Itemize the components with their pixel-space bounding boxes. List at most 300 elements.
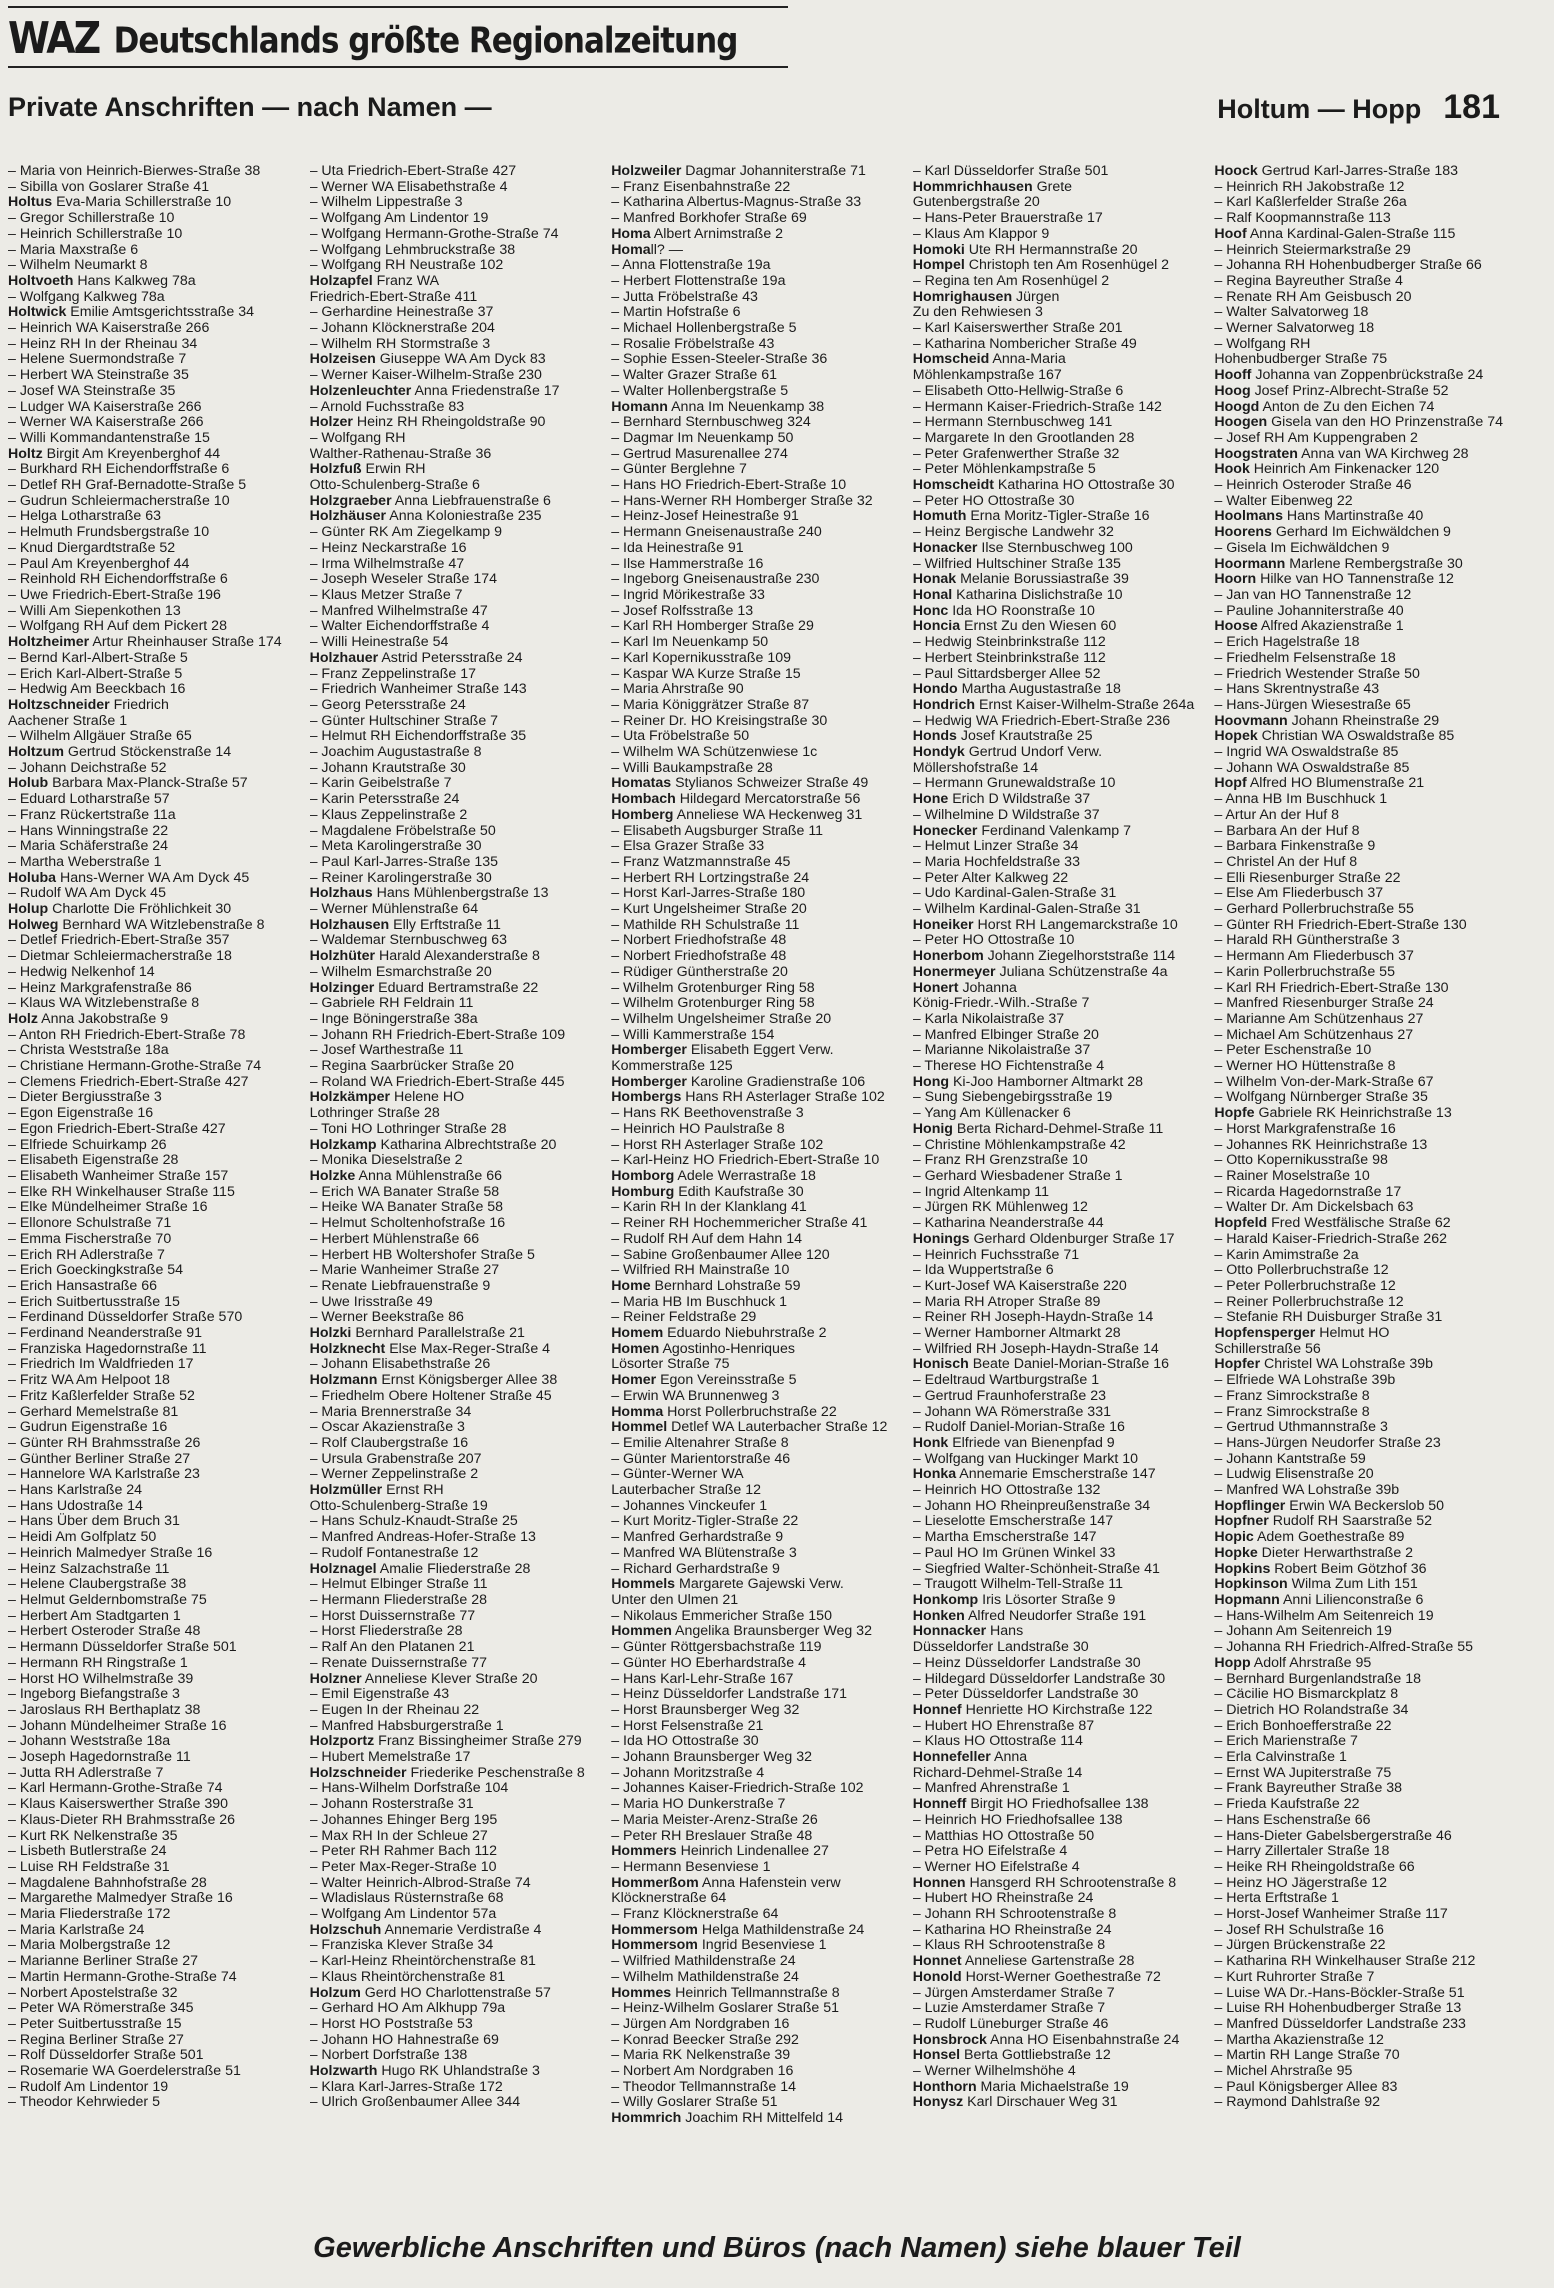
surname: Holzmann — [309, 1372, 378, 1389]
listing-entry — [310, 996, 604, 1012]
entry-text: – Helene Claubergstraße 38 — [8, 1576, 187, 1593]
listing-entry — [913, 1530, 1207, 1546]
listing-entry — [913, 588, 1207, 604]
entry-text: – Manfred WA Lohstraße 39b — [1214, 1482, 1400, 1499]
entry-text: – Ida HO Ottostraße 30 — [611, 1733, 759, 1750]
entry-text: – Sibilla von Goslarer Straße 41 — [8, 178, 210, 195]
entry-text: – Karin RH In der Klanklang 41 — [611, 1199, 807, 1216]
entry-text: – Gertrud Uthmannstraße 3 — [1214, 1419, 1388, 1436]
listing-entry — [8, 1248, 302, 1264]
listing-entry — [913, 321, 1207, 337]
entry-text: – Horst-Josef Wanheimer Straße 117 — [1214, 1906, 1448, 1923]
entry-text: – Günter HO Eberhardstraße 4 — [611, 1654, 806, 1671]
entry-text: Johann Rheinstraße 29 — [1287, 712, 1440, 729]
listing-entry — [8, 855, 302, 871]
entry-text: – Erich Karl-Albert-Straße 5 — [8, 665, 183, 682]
listing-entry — [310, 1986, 604, 2002]
listing-entry — [8, 1530, 302, 1546]
listing-entry — [310, 1860, 604, 1876]
listing-entry — [1214, 195, 1508, 211]
listing-entry — [1214, 619, 1508, 635]
listing-entry — [611, 1829, 905, 1845]
listing-entry — [310, 886, 604, 902]
listing-column — [310, 164, 604, 2154]
surname: Honysz — [912, 2094, 964, 2111]
entry-text: – Clemens Friedrich-Ebert-Straße 427 — [8, 1073, 249, 1090]
listing-entry — [1214, 1656, 1508, 1672]
listing-entry — [8, 305, 302, 321]
surname: Hoormann — [1214, 555, 1286, 572]
listing-entry — [611, 1405, 905, 1421]
listing-entry — [310, 1452, 604, 1468]
listing-entry — [611, 1028, 905, 1044]
surname: Hommersom — [611, 1937, 698, 1954]
listing-entry — [8, 1012, 302, 1028]
listing-entry — [913, 1216, 1207, 1232]
entry-text: – Walter Eibenweg 22 — [1214, 492, 1353, 509]
listing-entry — [611, 1452, 905, 1468]
entry-text: – Heinrich Malmedyer Straße 16 — [8, 1544, 213, 1561]
entry-text: – Horst Markgrafenstraße 16 — [1214, 1120, 1396, 1137]
entry-text: – Egon Friedrich-Ebert-Straße 427 — [8, 1120, 226, 1137]
surname: Holzapfel — [309, 272, 373, 289]
listing-entry — [611, 1499, 905, 1515]
listing-entry — [310, 164, 604, 180]
listing-entry — [1214, 1562, 1508, 1578]
listing-entry — [913, 1138, 1207, 1154]
entry-text: – Fritz Kaßlerfelder Straße 52 — [8, 1387, 195, 1404]
listing-entry — [8, 1687, 302, 1703]
listing-entry — [8, 1986, 302, 2002]
listing-entry — [913, 494, 1207, 510]
entry-text: – Rudolf Am Lindentor 19 — [8, 2078, 169, 2095]
listing-entry — [8, 2033, 302, 2049]
surname: Honings — [912, 1230, 970, 1247]
entry-text: – Paul Sittardsberger Allee 52 — [912, 665, 1101, 682]
entry-text: – Manfred Wilhelmstraße 47 — [309, 602, 488, 619]
entry-text: – Ingeborg Biefangstraße 3 — [8, 1686, 180, 1703]
entry-text: Josef Krautstraße 25 — [956, 728, 1093, 745]
entry-text: – Katharina RH Winkelhauser Straße 212 — [1214, 1953, 1476, 1970]
entry-text: – Martha Weberstraße 1 — [8, 853, 162, 870]
entry-text: – Karla Nikolaistraße 37 — [912, 1010, 1065, 1027]
entry-text: Erwin WA Beckerslob 50 — [1285, 1497, 1445, 1514]
listing-entry — [310, 431, 604, 447]
listing-entry — [310, 1090, 604, 1106]
listing-entry — [913, 243, 1207, 259]
listing-entry — [310, 1970, 604, 1986]
listing-entry — [310, 1923, 604, 1939]
listing-entry — [1214, 1923, 1508, 1939]
listing-entry — [310, 635, 604, 651]
entry-text: Richard-Dehmel-Straße 14 — [912, 1764, 1083, 1781]
surname: Holzmüller — [309, 1482, 383, 1499]
listing-entry — [913, 1797, 1207, 1813]
entry-text: – Maria HB Im Buschhuck 1 — [611, 1293, 788, 1310]
entry-text: – Johann HO Rheinpreußenstraße 34 — [912, 1497, 1151, 1514]
surname: Holtzum — [8, 744, 64, 761]
listing-entry — [913, 1452, 1207, 1468]
listing-entry — [913, 1514, 1207, 1530]
entry-text: – Klaus RH Schrootenstraße 8 — [912, 1937, 1106, 1954]
listing-entry — [611, 886, 905, 902]
listing-entry — [8, 494, 302, 510]
entry-text: Henriette HO Kirchstraße 122 — [961, 1701, 1153, 1718]
entry-text: – Johanna RH Friedrich-Alfred-Straße 55 — [1214, 1639, 1474, 1656]
listing-entry — [913, 1153, 1207, 1169]
listing-entry — [310, 1342, 604, 1358]
listing-entry — [611, 1562, 905, 1578]
listing-entry — [310, 1059, 604, 1075]
surname: Homberger — [611, 1042, 687, 1059]
listing-entry — [310, 290, 604, 306]
listing-entry — [310, 541, 604, 557]
entry-text: Ernst RH — [382, 1482, 444, 1499]
surname: Hoolmans — [1214, 508, 1283, 525]
listing-entry — [1214, 1703, 1508, 1719]
entry-text: – Kaspar WA Kurze Straße 15 — [611, 665, 801, 682]
surname: Honacker — [912, 539, 978, 556]
entry-text: – Walter Heinrich-Albrod-Straße 74 — [309, 1874, 531, 1891]
listing-entry — [310, 368, 604, 384]
entry-text: Anna Hafenstein verw — [698, 1874, 841, 1891]
listing-entry — [8, 1326, 302, 1342]
listing-entry — [1214, 384, 1508, 400]
entry-text: – Günter RK Am Ziegelkamp 9 — [309, 524, 502, 541]
listing-entry — [611, 667, 905, 683]
entry-text: – Dagmar Im Neuenkamp 50 — [611, 429, 794, 446]
listing-entry — [1214, 1232, 1508, 1248]
entry-text: – Hubert Memelstraße 17 — [309, 1749, 471, 1766]
listing-entry — [913, 1860, 1207, 1876]
listing-entry — [1214, 1420, 1508, 1436]
entry-text: Barbara Max-Planck-Straße 57 — [48, 775, 248, 792]
entry-text: – Uta Fröbelstraße 50 — [611, 728, 750, 745]
entry-text: – Anna Flottenstraße 19a — [611, 257, 771, 274]
entry-text: – Wilfried Hultschiner Straße 135 — [912, 555, 1121, 572]
listing-entry — [913, 431, 1207, 447]
listing-entry — [913, 1342, 1207, 1358]
listing-entry — [8, 541, 302, 557]
listing-entry — [611, 2017, 905, 2033]
listing-entry — [913, 1656, 1207, 1672]
entry-text: – Udo Kardinal-Galen-Straße 31 — [912, 885, 1117, 902]
surname: Homuth — [912, 508, 967, 525]
entry-text: – Heike RH Rheingoldstraße 66 — [1214, 1858, 1415, 1875]
entry-text: Edith Kaufstraße 30 — [674, 1183, 804, 1200]
entry-text: Ernst Königsberger Allee 38 — [377, 1372, 558, 1389]
entry-text: – Wolfgang RH — [309, 429, 406, 446]
entry-text: – Elfriede WA Lohstraße 39b — [1214, 1372, 1396, 1389]
surname: Honnacker — [912, 1623, 987, 1640]
listing-entry — [913, 1090, 1207, 1106]
surname: Hombach — [611, 791, 676, 808]
entry-text: – Michael Am Schützenhaus 27 — [1214, 1026, 1414, 1043]
entry-text: – Anton RH Friedrich-Ebert-Straße 78 — [8, 1026, 246, 1043]
entry-text: – Manfred Elbinger Straße 20 — [912, 1026, 1099, 1043]
surname: Hoogd — [1214, 398, 1260, 415]
entry-text: Ingrid Besenviese 1 — [697, 1937, 827, 1954]
listing-entry — [913, 855, 1207, 871]
entry-text: – Klaus Rheintörchenstraße 81 — [309, 1968, 506, 1985]
entry-text: – Jürgen Brückenstraße 22 — [1214, 1937, 1386, 1954]
entry-text: Gerd HO Charlottenstraße 57 — [360, 1984, 551, 2001]
listing-entry — [8, 1373, 302, 1389]
entry-text: – Wilhelm Mathildenstraße 24 — [611, 1968, 799, 1985]
listing-entry — [1214, 1938, 1508, 1954]
listing-entry — [611, 1624, 905, 1640]
listing-column — [8, 164, 302, 2154]
entry-text: – Elisabeth Otto-Hellwig-Straße 6 — [912, 382, 1124, 399]
entry-text: – Helmuth Frundsbergstraße 10 — [8, 524, 210, 541]
listing-entry — [611, 509, 905, 525]
listing-entry — [611, 1169, 905, 1185]
entry-text: – Helga Lotharstraße 63 — [8, 508, 162, 525]
entry-text: – Hans-Jürgen Neudorfer Straße 23 — [1214, 1434, 1441, 1451]
surname: Holtzheimer — [8, 634, 90, 651]
surname: Homma — [611, 1403, 664, 1420]
entry-text: – Petra HO Eifelstraße 4 — [912, 1843, 1068, 1860]
entry-text: – Walter Hollenbergstraße 5 — [611, 382, 789, 399]
surname: Homrighausen — [912, 288, 1013, 305]
listing-entry — [8, 1829, 302, 1845]
listing-entry — [310, 1248, 604, 1264]
listing-entry — [8, 651, 302, 667]
surname: Holtz — [8, 445, 43, 462]
entry-text: – Hermann Besenviese 1 — [611, 1858, 771, 1875]
entry-text: Lauterbacher Straße 12 — [611, 1482, 762, 1499]
listing-entry — [8, 1766, 302, 1782]
listing-entry — [8, 808, 302, 824]
listing-entry — [611, 1703, 905, 1719]
entry-text: Annemarie Emscherstraße 147 — [956, 1466, 1156, 1483]
listing-entry — [8, 180, 302, 196]
listing-entry — [8, 400, 302, 416]
entry-text: – Johann WA Römerstraße 331 — [912, 1403, 1111, 1420]
listing-entry — [310, 1640, 604, 1656]
entry-text: – Reiner RH Hochemmericher Straße 41 — [611, 1215, 868, 1232]
listing-entry — [913, 400, 1207, 416]
entry-text: – Josef WA Steinstraße 35 — [8, 382, 176, 399]
entry-text: – Heinrich WA Kaiserstraße 266 — [8, 320, 210, 337]
listing-entry — [913, 2080, 1207, 2096]
listing-entry — [913, 1876, 1207, 1892]
listing-entry — [8, 776, 302, 792]
listing-entry — [913, 1200, 1207, 1216]
entry-text: Elly Erftstraße 11 — [389, 916, 501, 933]
listing-entry — [310, 855, 604, 871]
listing-column — [611, 164, 905, 2154]
entry-text: Lothringer Straße 28 — [309, 1105, 440, 1122]
surname: Honnet — [912, 1953, 962, 1970]
listing-entry — [1214, 2048, 1508, 2064]
entry-text: – Waldemar Sternbuschweg 63 — [309, 932, 508, 949]
entry-text: Annemarie Verdistraße 4 — [381, 1921, 542, 1938]
listing-entry — [8, 1216, 302, 1232]
entry-text: – Emma Fischerstraße 70 — [8, 1230, 172, 1247]
name-range: Holtum — Hopp — [1217, 94, 1422, 124]
entry-text: – Sabine Großenbaumer Allee 120 — [611, 1246, 830, 1263]
entry-text: – Anna HB Im Buschhuck 1 — [1214, 791, 1388, 808]
entry-text: – Johannes RK Heinrichstraße 13 — [1214, 1136, 1428, 1153]
entry-text: – Dietrich HO Rolandstraße 34 — [1214, 1701, 1409, 1718]
surname: Honnef — [912, 1701, 962, 1718]
entry-text: – Reiner Pollerbruchstraße 12 — [1214, 1293, 1404, 1310]
entry-text: – Heinz Düsseldorfer Landstraße 30 — [912, 1654, 1141, 1671]
entry-text: Else Max-Reger-Straße 4 — [385, 1340, 551, 1357]
entry-text: – Uwe Friedrich-Ebert-Straße 196 — [8, 586, 221, 603]
surname: Holweg — [8, 916, 59, 933]
entry-text: – Roland WA Friedrich-Ebert-Straße 445 — [309, 1073, 565, 1090]
listing-entry — [913, 1499, 1207, 1515]
entry-text: – Klaus-Dieter RH Brahmsstraße 26 — [8, 1811, 236, 1828]
listing-entry — [310, 651, 604, 667]
entry-text: – Johann Deichstraße 52 — [8, 759, 167, 776]
entry-text: – Mathilde RH Schulstraße 11 — [611, 916, 800, 933]
entry-text: – Norbert Friedhofstraße 48 — [611, 932, 787, 949]
entry-text: Heinrich Am Finkenacker 120 — [1249, 461, 1440, 478]
listing-entry — [913, 1248, 1207, 1264]
listing-entry — [1214, 2033, 1508, 2049]
entry-text: – Wladislaus Rüsternstraße 68 — [309, 1890, 504, 1907]
listing-entry — [310, 352, 604, 368]
entry-text: – Matthias HO Ottostraße 50 — [912, 1827, 1095, 1844]
listing-entry — [1214, 1891, 1508, 1907]
listing-entry — [8, 1483, 302, 1499]
listing-entry — [1214, 1310, 1508, 1326]
listing-entry — [310, 839, 604, 855]
entry-text: Emilie Amtsgerichtsstraße 34 — [66, 304, 254, 321]
listing-entry — [8, 1263, 302, 1279]
entry-text: Melanie Borussiastraße 39 — [956, 571, 1129, 588]
listing-entry — [611, 1923, 905, 1939]
listing-entry — [1214, 588, 1508, 604]
listing-entry — [611, 635, 905, 651]
listing-entry — [8, 1342, 302, 1358]
entry-text: – Walter Salvatorweg 18 — [1214, 304, 1369, 321]
entry-text: – Karin Pollerbruchstraße 55 — [1214, 963, 1395, 980]
entry-text: Amalie Fliederstraße 28 — [376, 1560, 531, 1577]
entry-text: – Wilfried RH Mainstraße 10 — [611, 1262, 790, 1279]
entry-text: Helene HO — [390, 1089, 465, 1106]
entry-text: – Renate Liebfrauenstraße 9 — [309, 1277, 491, 1294]
listing-entry — [1214, 1075, 1508, 1091]
listing-entry — [310, 1593, 604, 1609]
listing-entry — [1214, 855, 1508, 871]
surname: Homann — [611, 398, 668, 415]
listing-entry — [611, 1797, 905, 1813]
entry-text: Albert Arnimstraße 2 — [650, 225, 784, 242]
surname: Honthorn — [912, 2078, 977, 2095]
listing-entry — [1214, 415, 1508, 431]
entry-text: – Marianne Berliner Straße 27 — [8, 1953, 199, 1970]
listing-entry — [913, 2064, 1207, 2080]
listing-entry — [8, 2080, 302, 2096]
entry-text: – Maria Molbergstraße 12 — [8, 1937, 171, 1954]
listing-entry — [310, 2095, 604, 2111]
surname: Honsbrock — [912, 2031, 987, 2048]
entry-text: – Helene Suermondstraße 7 — [8, 351, 187, 368]
listing-entry — [913, 1059, 1207, 1075]
listing-entry — [611, 682, 905, 698]
entry-text: – Wolfgang Nürnberger Straße 35 — [1214, 1089, 1428, 1106]
entry-text: – Stefanie RH Duisburger Straße 31 — [1214, 1309, 1443, 1326]
listing-entry — [8, 1279, 302, 1295]
listing-entry — [8, 619, 302, 635]
section-title: Private Anschriften — nach Namen — — [8, 92, 492, 122]
listing-entry — [8, 1514, 302, 1530]
listing-entry — [310, 1624, 604, 1640]
listing-entry — [611, 1844, 905, 1860]
entry-text: – Günter RH Friedrich-Ebert-Straße 130 — [1214, 916, 1467, 933]
listing-entry — [1214, 2095, 1508, 2111]
entry-text: Gabriele RK Heinrichstraße 13 — [1254, 1105, 1452, 1122]
entry-text: – Gudrun Schleiermacherstraße 10 — [8, 492, 230, 509]
listing-entry — [611, 258, 905, 274]
listing-entry — [310, 1405, 604, 1421]
entry-text: – Wilfried Mathildenstraße 24 — [611, 1953, 796, 1970]
listing-entry — [8, 1452, 302, 1468]
surname: Holzenleuchter — [309, 382, 412, 399]
listing-entry — [8, 462, 302, 478]
listing-entry — [8, 1420, 302, 1436]
surname: Holtus — [8, 194, 53, 211]
listing-entry — [611, 2095, 905, 2111]
entry-text: – Wilhelm Esmarchstraße 20 — [309, 963, 492, 980]
entry-text: – Else Am Fliederbusch 37 — [1214, 885, 1384, 902]
listing-entry — [8, 1389, 302, 1405]
entry-text: – Johann Moritzstraße 4 — [611, 1764, 765, 1781]
entry-text: – Herbert Am Stadtgarten 1 — [8, 1607, 181, 1624]
listing-entry — [8, 1609, 302, 1625]
listing-entry — [1214, 996, 1508, 1012]
entry-text: – Franz Eisenbahnstraße 22 — [611, 178, 791, 195]
entry-text: Ki-Joo Hamborner Altmarkt 28 — [949, 1073, 1144, 1090]
entry-text: Hans — [986, 1623, 1024, 1640]
listing-entry — [913, 1546, 1207, 1562]
entry-text: Angelika Braunsberger Weg 32 — [671, 1623, 872, 1640]
entry-text: Gertrud Stöckenstraße 14 — [63, 744, 232, 761]
entry-text: – Friedrich Westender Straße 50 — [1214, 665, 1420, 682]
listing-entry — [1214, 808, 1508, 824]
listing-entry — [611, 776, 905, 792]
surname: Holzum — [309, 1984, 361, 2001]
entry-text: – Peter HO Ottostraße 10 — [912, 932, 1075, 949]
entry-text: – Heinrich RH Jakobstraße 12 — [1214, 178, 1405, 195]
listing-entry — [310, 1781, 604, 1797]
listing-entry — [8, 1656, 302, 1672]
entry-text: – Karl Hermann-Grothe-Straße 74 — [8, 1780, 223, 1797]
entry-text: – Erich Hansastraße 66 — [8, 1277, 158, 1294]
entry-text: – Hermann Grunewaldstraße 10 — [912, 775, 1116, 792]
entry-text: Johanna — [958, 979, 1017, 996]
entry-text: – Bernd Karl-Albert-Straße 5 — [8, 649, 188, 666]
entry-text: – Werner Hamborner Altmarkt 28 — [912, 1325, 1121, 1342]
listing-entry — [913, 1420, 1207, 1436]
entry-text: – Egon Eigenstraße 16 — [8, 1105, 154, 1122]
entry-text: – Bernhard Sternbuschweg 324 — [611, 414, 811, 431]
listing-entry — [310, 981, 604, 997]
entry-text: – Lieselotte Emscherstraße 147 — [912, 1513, 1114, 1530]
entry-text: Robert Beim Götzhof 36 — [1270, 1560, 1427, 1577]
listing-entry — [310, 1907, 604, 1923]
listing-entry — [913, 557, 1207, 573]
entry-text: – Günter Röttgersbachstraße 119 — [611, 1639, 822, 1656]
surname: Hopflinger — [1214, 1497, 1286, 1514]
surname: Holzwarth — [309, 2063, 378, 2080]
entry-text: – Otto Pollerbruchstraße 12 — [1214, 1262, 1389, 1279]
entry-text: Astrid Petersstraße 24 — [378, 649, 523, 666]
